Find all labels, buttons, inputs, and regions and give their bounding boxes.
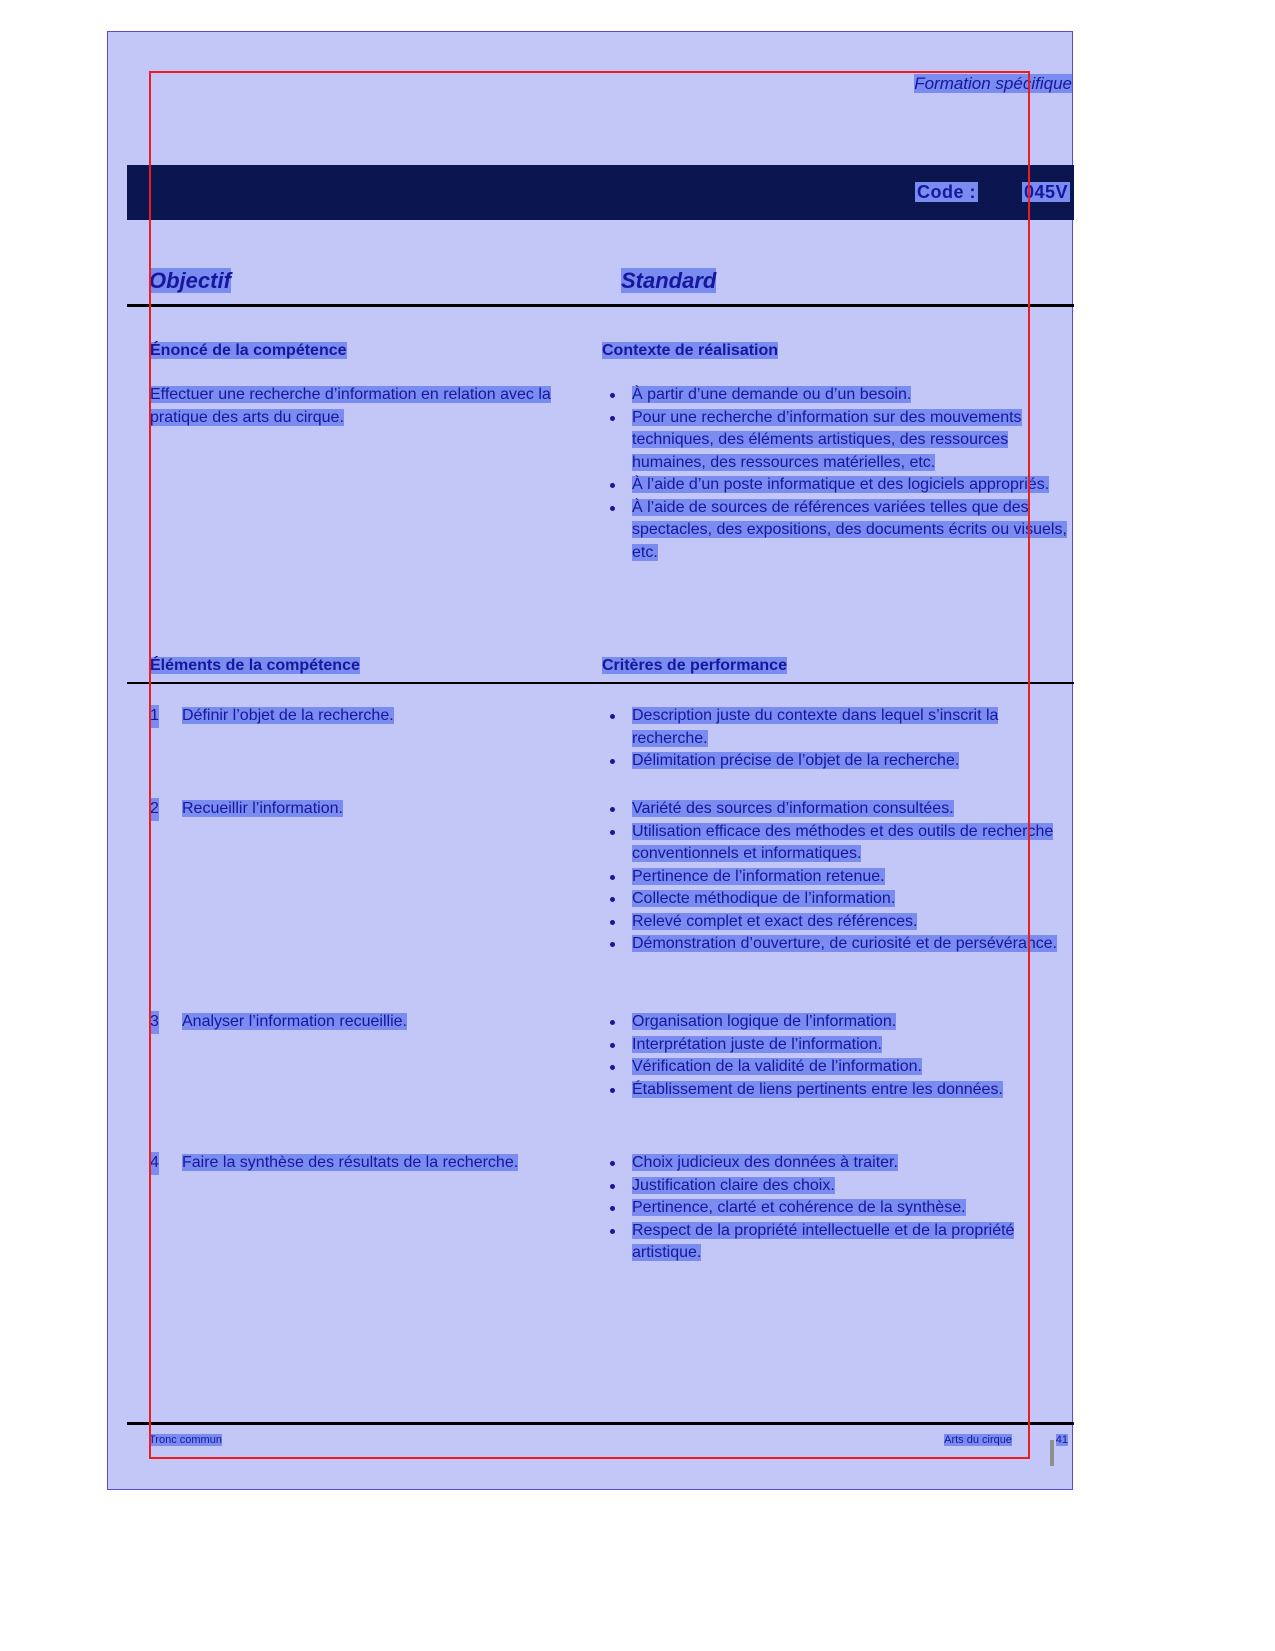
- list-item: Pour une recherche d’information sur des mouvements techniques, des éléments artistiques, des ressources humaines, des ressources matérielles, etc.: [602, 407, 1070, 475]
- list-item: Pertinence, clarté et cohérence de la synthèse.: [602, 1197, 1070, 1220]
- element-number: 2: [150, 798, 159, 821]
- list-item: À l’aide d’un poste informatique et des logiciels appropriés.: [602, 474, 1070, 497]
- table-row: [150, 1152, 590, 1175]
- footer-left: Tronc commun: [149, 1434, 222, 1446]
- standard-heading: Standard: [621, 268, 717, 293]
- objective-heading: Objectif: [149, 268, 231, 293]
- rule-under-section-headings: [127, 682, 1074, 684]
- competency-element: [150, 1011, 590, 1034]
- list-item: À l’aide de sources de références variées telles que des spectacles, des expositions, des documents écrits ou visuels, etc.: [602, 497, 1070, 565]
- competency-element: [150, 798, 590, 821]
- criteria-list: [602, 798, 1070, 956]
- list-item: Relevé complet et exact des références.: [602, 911, 1070, 934]
- competency-statement-text: Effectuer une recherche d’information en relation avec la pratique des arts du cirque.: [150, 386, 551, 426]
- competency-code-label: Code :: [916, 182, 976, 202]
- list-item: Utilisation efficace des méthodes et des outils de recherche conventionnels et informatiques.: [602, 821, 1070, 866]
- list-item: Justification claire des choix.: [602, 1175, 1070, 1198]
- table-row: [150, 1011, 590, 1034]
- competency-element: [150, 705, 590, 728]
- element-number: 3: [150, 1011, 159, 1034]
- list-item: Démonstration d’ouverture, de curiosité et de persévérance.: [602, 933, 1070, 956]
- text-cursor: [1050, 1440, 1054, 1466]
- element-text: Recueillir l’information.: [182, 800, 343, 817]
- competency-elements-heading: Éléments de la compétence: [150, 657, 360, 674]
- list-item: Vérification de la validité de l’information.: [602, 1056, 1070, 1079]
- table-row: [150, 705, 590, 728]
- rule-under-column-headings: [127, 304, 1074, 307]
- competency-code: [915, 182, 1070, 203]
- footer-rule: [127, 1422, 1074, 1425]
- list-item: Délimitation précise de l’objet de la recherche.: [602, 750, 1070, 773]
- element-number: 4: [150, 1152, 159, 1175]
- footer-right: Arts du cirque: [944, 1434, 1012, 1446]
- performance-criteria-heading: Critères de performance: [602, 657, 787, 674]
- list-item: À partir d’une demande ou d’un besoin.: [602, 384, 1070, 407]
- element-text: Définir l’objet de la recherche.: [182, 707, 394, 724]
- element-text: Analyser l’information recueillie.: [182, 1013, 407, 1030]
- page-header-right: [914, 74, 1072, 94]
- list-item: Variété des sources d’information consultées.: [602, 798, 1070, 821]
- realization-context-heading: Contexte de réalisation: [602, 342, 779, 359]
- realization-context-list: [602, 384, 1070, 564]
- criteria-list: [602, 1152, 1070, 1265]
- document-page: [107, 31, 1073, 1490]
- list-item: Description juste du contexte dans lequel s’inscrit la recherche.: [602, 705, 1070, 750]
- list-item: Collecte méthodique de l’information.: [602, 888, 1070, 911]
- list-item: Interprétation juste de l’information.: [602, 1034, 1070, 1057]
- competency-statement-heading: Énoncé de la compétence: [150, 342, 347, 359]
- page-header-right-text: Formation spécifique: [914, 74, 1072, 93]
- page-number: 41: [1055, 1434, 1068, 1446]
- competency-code-value: 045V: [1023, 182, 1068, 202]
- list-item: Pertinence de l’information retenue.: [602, 866, 1070, 889]
- list-item: Établissement de liens pertinents entre les données.: [602, 1079, 1070, 1102]
- criteria-list: [602, 705, 1070, 773]
- criteria-list: [602, 1011, 1070, 1101]
- column-headings: [127, 268, 1074, 304]
- element-number: 1: [150, 705, 159, 728]
- list-item: Choix judicieux des données à traiter.: [602, 1152, 1070, 1175]
- element-text: Faire la synthèse des résultats de la recherche.: [182, 1154, 519, 1171]
- competency-element: [150, 1152, 590, 1175]
- table-row: [150, 798, 590, 821]
- competency-banner: [127, 165, 1074, 220]
- list-item: Respect de la propriété intellectuelle et de la propriété artistique.: [602, 1220, 1070, 1265]
- list-item: Organisation logique de l’information.: [602, 1011, 1070, 1034]
